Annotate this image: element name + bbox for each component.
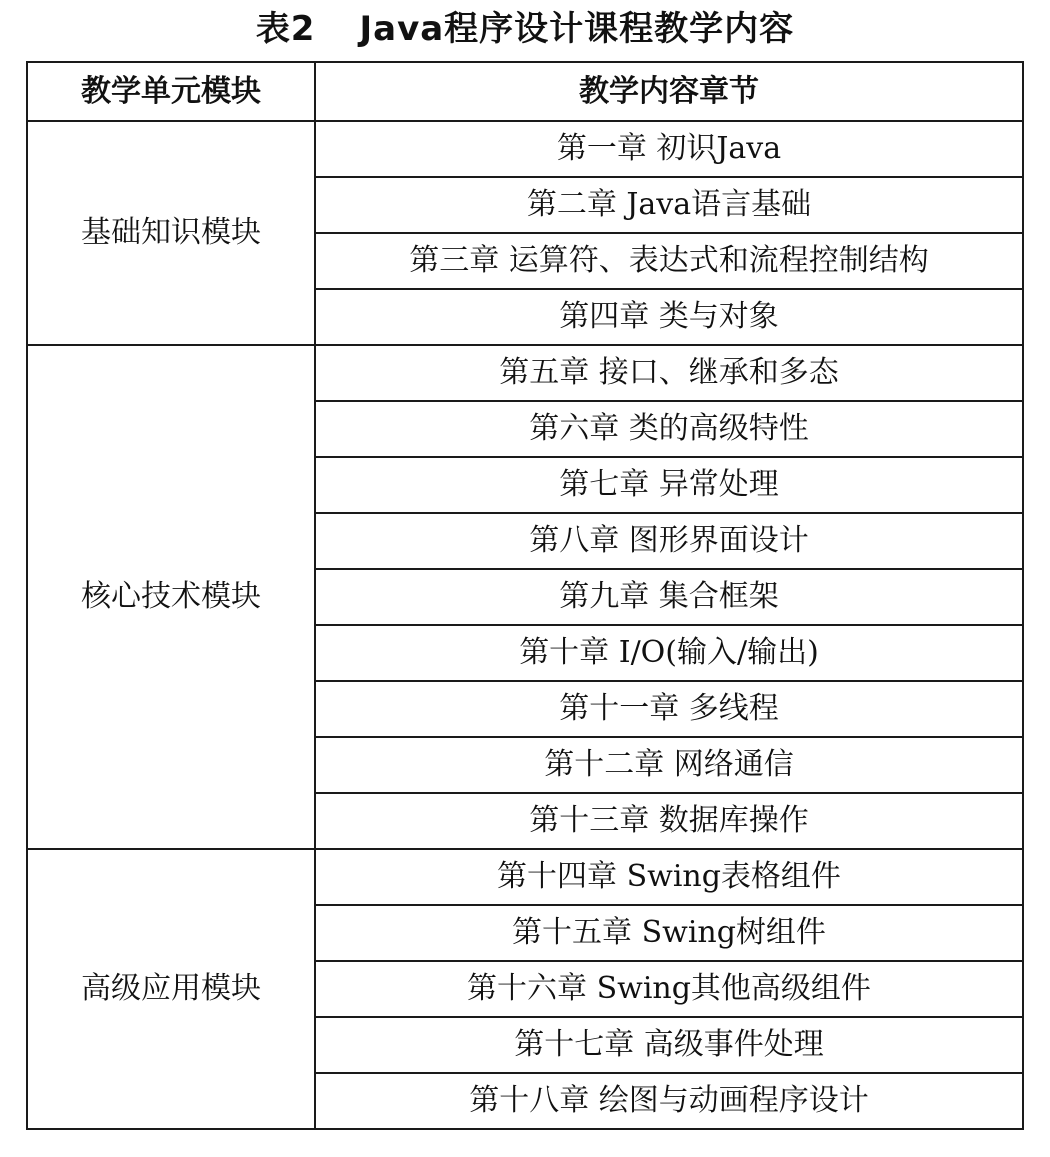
chapter-cell: 第二章 Java语言基础 (315, 177, 1023, 233)
chapter-cell: 第十章 I/O(输入/输出) (315, 625, 1023, 681)
chapter-cell: 第九章 集合框架 (315, 569, 1023, 625)
table-row (27, 121, 1023, 177)
chapter-cell: 第十二章 网络通信 (315, 737, 1023, 793)
chapter-cell: 第四章 类与对象 (315, 289, 1023, 345)
chapter-cell: 第十六章 Swing其他高级组件 (315, 961, 1023, 1017)
chapter-cell: 第十三章 数据库操作 (315, 793, 1023, 849)
header-row (27, 62, 1023, 121)
chapter-cell: 第六章 类的高级特性 (315, 401, 1023, 457)
chapter-cell: 第十五章 Swing树组件 (315, 905, 1023, 961)
header-module: 教学单元模块 (27, 62, 315, 121)
chapter-cell: 第五章 接口、继承和多态 (315, 345, 1023, 401)
chapter-cell: 第一章 初识Java (315, 121, 1023, 177)
chapter-cell: 第十八章 绘图与动画程序设计 (315, 1073, 1023, 1129)
table-row (27, 345, 1023, 401)
chapter-cell: 第三章 运算符、表达式和流程控制结构 (315, 233, 1023, 289)
chapter-cell: 第十四章 Swing表格组件 (315, 849, 1023, 905)
table-number: 表2 (255, 9, 316, 49)
module-cell-basic: 基础知识模块 (27, 121, 315, 345)
module-cell-core: 核心技术模块 (27, 345, 315, 849)
chapter-cell: 第七章 异常处理 (315, 457, 1023, 513)
chapter-cell: 第八章 图形界面设计 (315, 513, 1023, 569)
table-title: Java程序设计课程教学内容 (359, 9, 795, 49)
table-body (27, 121, 1023, 1129)
module-cell-advanced: 高级应用模块 (27, 849, 315, 1129)
table-caption (0, 4, 1050, 54)
course-content-table (26, 61, 1024, 1130)
header-chapter: 教学内容章节 (315, 62, 1023, 121)
table-row (27, 849, 1023, 905)
chapter-cell: 第十七章 高级事件处理 (315, 1017, 1023, 1073)
chapter-cell: 第十一章 多线程 (315, 681, 1023, 737)
